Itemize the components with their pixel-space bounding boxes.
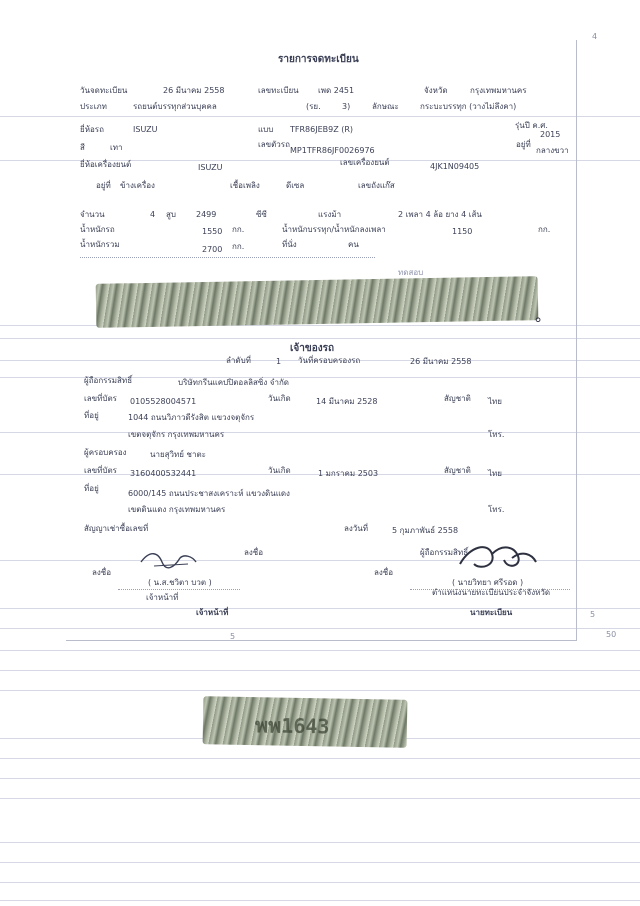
contract-label: สัญญาเช่าซื้อเลขที่ xyxy=(84,524,149,533)
order-label: ลำดับที่ xyxy=(226,356,251,365)
weight-unit: กก. xyxy=(232,225,245,234)
regno-value: เพด 2451 xyxy=(318,86,355,95)
brand-value: ISUZU xyxy=(133,125,158,134)
bd2-label: วันเกิด xyxy=(268,466,291,475)
plate-strip-text: พพ1643 xyxy=(254,713,330,739)
page-mark-margin: 50 xyxy=(606,630,617,639)
bd1-value: 14 มีนาคม 2528 xyxy=(316,397,378,406)
ro-code: (รย. xyxy=(306,102,321,111)
body-label: ลักษณะ xyxy=(372,102,399,111)
addr2-label: ที่อยู่ xyxy=(84,484,99,493)
id2-label: เลขที่บัตร xyxy=(84,466,117,475)
occupant-value: นายสุวิทย์ ชาตะ xyxy=(150,450,206,459)
chassis-label: เลขตัวรถ xyxy=(258,140,290,149)
cyl-label: จำนวน xyxy=(80,210,105,219)
holder-value: บริษัทกรีนแคปปิตอลลิสซิ่ง จำกัด xyxy=(178,378,289,387)
type-value: รถยนต์บรรทุกส่วนบุคคล xyxy=(133,102,217,111)
document-title: รายการจดทะเบียน xyxy=(278,54,359,65)
cc-label: ซีซี xyxy=(256,210,267,219)
id2-value: 3160400532441 xyxy=(130,469,197,478)
plate-imprint xyxy=(96,276,542,328)
body-value: กระบะบรรทุก (วางไม่ลึงคา) xyxy=(420,102,517,111)
possess-value: 26 มีนาคม 2558 xyxy=(410,357,472,366)
year-value: 2015 xyxy=(540,130,561,139)
sig-label-1: ลงชื่อ xyxy=(244,548,264,557)
engine-brand-value: ISUZU xyxy=(198,163,223,172)
fuel-label: เชื้อเพลิง xyxy=(230,181,260,190)
ro-num: 3) xyxy=(342,102,351,111)
date-label: วันจดทะเบียน xyxy=(80,86,128,95)
name-right: ( นายวิทยา ศรีรอด ) xyxy=(452,578,524,587)
load-label: น้ำหนักบรรทุก/น้ำหนักลงเพลา xyxy=(282,225,386,234)
contract-date-value: 5 กุมภาพันธ์ 2558 xyxy=(392,526,459,535)
engine-no-label: เลขเครื่องยนต์ xyxy=(340,158,390,167)
year-label: รุ่นปี ค.ศ. xyxy=(515,121,548,130)
load-value: 1150 xyxy=(452,227,473,236)
addr1-label: ที่อยู่ xyxy=(84,411,99,420)
name-left: ( น.ส.ชวิตา บวต ) xyxy=(148,578,212,587)
page-mark-top-right: 4 xyxy=(592,32,598,41)
date-value: 26 มีนาคม 2558 xyxy=(163,86,225,95)
weight-value: 1550 xyxy=(202,227,223,236)
engine-no-value: 4JK1N09405 xyxy=(430,162,480,171)
bd2-value: 1 มกราคม 2503 xyxy=(318,469,379,478)
sign-line-left xyxy=(118,589,240,590)
brand-label: ยี่ห้อรถ xyxy=(80,125,104,134)
official-left: เจ้าหน้าที่ xyxy=(146,593,179,602)
possess-label: วันที่ครอบครองรถ xyxy=(298,356,361,365)
hp-value: 2 เพลา 4 ล้อ ยาง 4 เส้น xyxy=(398,210,482,219)
total-value: 2700 xyxy=(202,245,223,254)
province-label: จังหวัด xyxy=(424,86,448,95)
page-mark-right: 5 xyxy=(590,610,596,619)
holder-sign-caption: ผู้ถือกรรมสิทธิ์ xyxy=(420,548,469,557)
addr2-line1: 6000/145 ถนนประชาสงเคราะห์ แขวงดินแดง xyxy=(128,489,290,498)
official-signature xyxy=(136,548,202,572)
owner-section-title: เจ้าของรถ xyxy=(290,343,335,354)
nat2-label: สัญชาติ xyxy=(444,466,471,475)
sig-label-3: ลงชื่อ xyxy=(374,568,394,577)
id1-label: เลขที่บัตร xyxy=(84,394,117,403)
seat-unit: คน xyxy=(348,240,359,249)
nat1-label: สัญชาติ xyxy=(444,394,471,403)
pos1-label: อยู่ที่ xyxy=(516,140,531,149)
total-unit: กก. xyxy=(232,242,245,251)
type-label: ประเภท xyxy=(80,102,107,111)
model-value: TFR86JEB9Z (R) xyxy=(290,125,354,134)
divider xyxy=(80,257,375,258)
engine-brand-label: ยี่ห้อเครื่องยนต์ xyxy=(80,160,132,169)
right-caption: ตำแหน่งนายทะเบียนประจำจังหวัด xyxy=(432,588,551,597)
chassis-value: MP1TFR86JF0026976 xyxy=(290,146,375,155)
nat1-value: ไทย xyxy=(488,397,502,406)
addr1-line1: 1044 ถนนวิภาวดีรังสิต แขวงจตุจักร xyxy=(128,413,255,422)
cyl-unit: สูบ xyxy=(166,210,176,219)
regno-label: เลขทะเบียน xyxy=(258,86,299,95)
pos1-value: กลางขวา xyxy=(536,146,569,155)
cc-value: 2499 xyxy=(196,210,217,219)
tel2-label: โทร. xyxy=(488,505,505,514)
tel1-label: โทร. xyxy=(488,430,505,439)
model-label: แบบ xyxy=(258,125,274,134)
color-label: สี xyxy=(80,143,85,152)
page-mark-center: 5 xyxy=(230,632,236,641)
pos2-value: ข้างเครื่อง xyxy=(120,181,155,190)
plate-strip xyxy=(203,696,408,748)
id1-value: 0105528004571 xyxy=(130,397,197,406)
color-value: เทา xyxy=(110,143,123,152)
sig-label-2: ลงชื่อ xyxy=(92,568,112,577)
gas-label: เลขถังแก๊ส xyxy=(358,181,395,190)
stamp-text: ทดสอบ xyxy=(398,268,424,277)
order-value: 1 xyxy=(276,357,282,366)
fuel-value: ดีเซล xyxy=(286,181,305,190)
cyl-value: 4 xyxy=(150,210,156,219)
addr1-line2: เขตจตุจักร กรุงเทพมหานคร xyxy=(128,430,225,439)
load-unit: กก. xyxy=(538,225,551,234)
addr2-line2: เขตดินแดง กรุงเทพมหานคร xyxy=(128,505,226,514)
left-title: เจ้าหน้าที่ xyxy=(196,608,229,617)
seat-label: ที่นั่ง xyxy=(282,240,297,249)
contract-date-label: ลงวันที่ xyxy=(344,524,369,533)
occupant-label: ผู้ครอบครอง xyxy=(84,448,127,457)
total-label: น้ำหนักรวม xyxy=(80,240,120,249)
hp-label: แรงม้า xyxy=(318,210,342,219)
holder-label: ผู้ถือกรรมสิทธิ์ xyxy=(84,376,133,385)
pos2-label: อยู่ที่ xyxy=(96,181,111,190)
weight-label: น้ำหนักรถ xyxy=(80,225,115,234)
bd1-label: วันเกิด xyxy=(268,394,291,403)
province-value: กรุงเทพมหานคร xyxy=(470,86,527,95)
nat2-value: ไทย xyxy=(488,469,502,478)
registrar-signature xyxy=(452,540,542,574)
right-title: นายทะเบียน xyxy=(470,608,513,617)
imprint-suffix: ๐ xyxy=(535,314,542,325)
